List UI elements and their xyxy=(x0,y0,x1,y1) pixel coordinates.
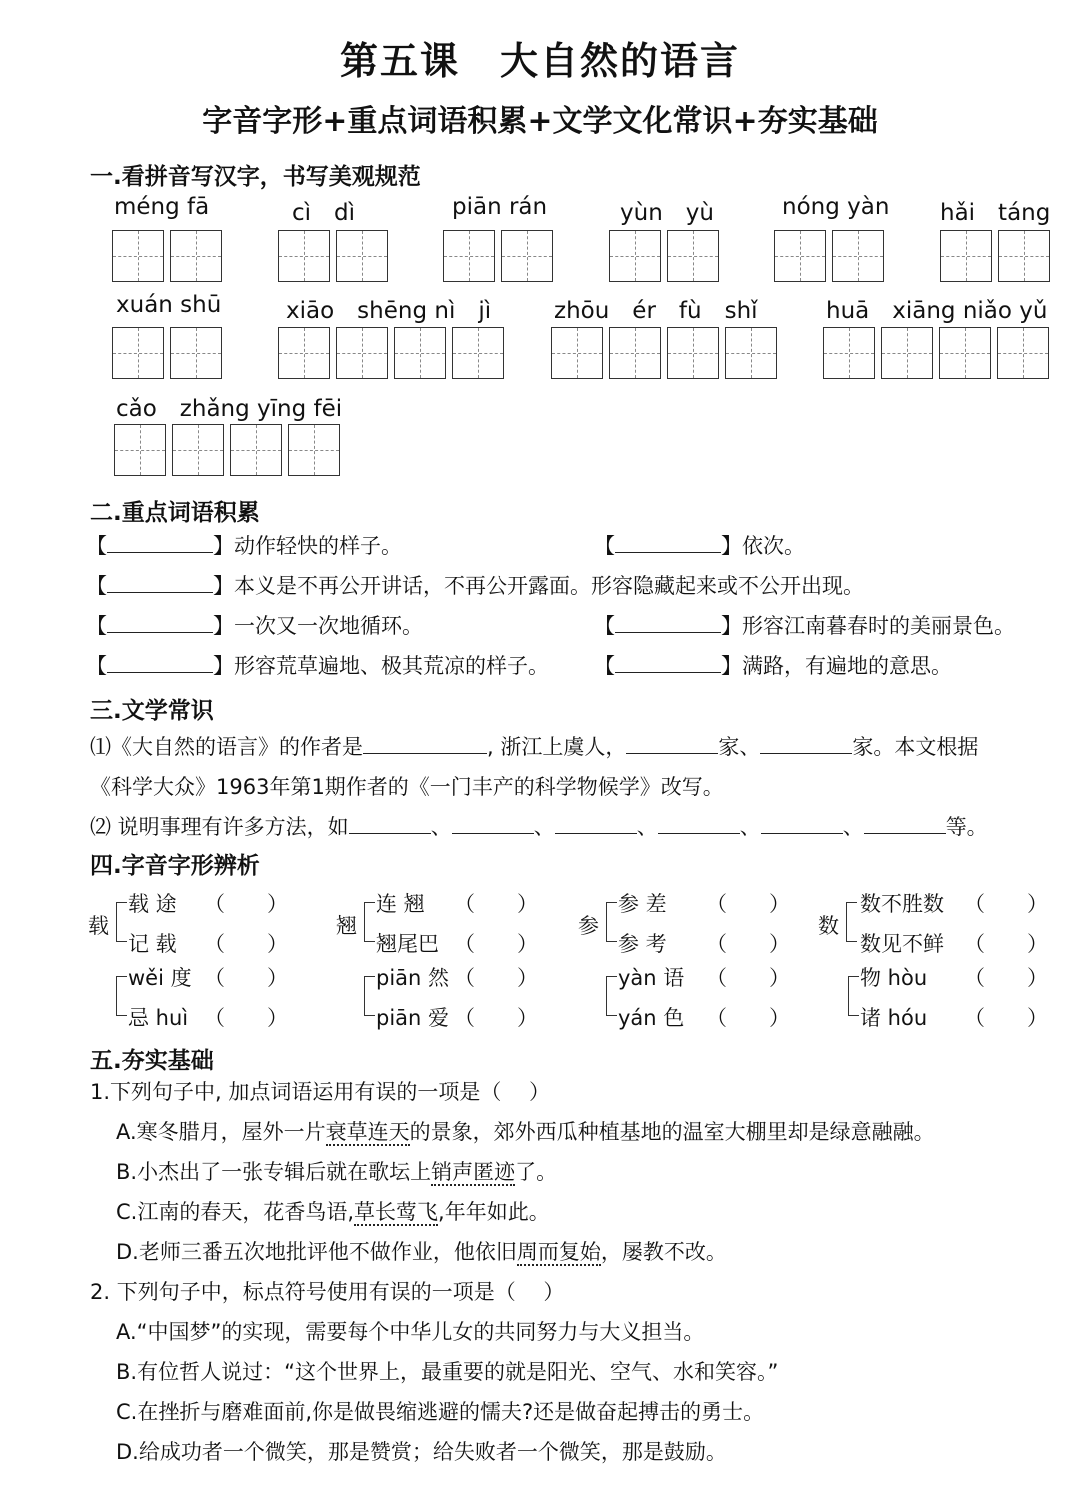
answer-blank[interactable] xyxy=(615,532,721,553)
polyphone-head: 翘 xyxy=(336,914,357,938)
writing-box[interactable] xyxy=(112,230,164,282)
answer-blank[interactable] xyxy=(107,652,213,673)
writing-box[interactable] xyxy=(939,327,991,379)
answer-blank[interactable] xyxy=(626,733,718,754)
literature-q2: ⑵ 说明事理有许多方法，如 、 、 、 、 、 等。 xyxy=(90,815,988,839)
answer-paren[interactable]: （ ） xyxy=(706,892,790,916)
answer-blank[interactable] xyxy=(107,612,213,633)
pinyin-label: xiāo shēng nì jì xyxy=(286,298,492,324)
answer-paren[interactable]: （ ） xyxy=(454,892,538,916)
writing-box[interactable] xyxy=(551,327,603,379)
pinyin-word: piān 然 xyxy=(376,966,450,990)
writing-box[interactable] xyxy=(288,424,340,476)
bracket xyxy=(606,976,617,1016)
writing-box[interactable] xyxy=(170,230,222,282)
writing-box[interactable] xyxy=(998,230,1050,282)
polyphone-word: 连 翘 xyxy=(376,892,425,916)
pinyin-label: piān rán xyxy=(452,194,548,220)
answer-paren[interactable]: （ ） xyxy=(454,966,538,990)
answer-paren[interactable]: （ ） xyxy=(706,932,790,956)
option-c[interactable]: C.在挫折与磨难面前,你是做畏缩逃避的懦夫?还是做奋起搏击的勇士。 xyxy=(116,1400,765,1424)
option-d[interactable]: D.给成功者一个微笑，那是赞赏；给失败者一个微笑，那是鼓励。 xyxy=(116,1440,727,1464)
polyphone-head: 参 xyxy=(578,914,599,938)
polyphone-word: 记 载 xyxy=(128,932,177,956)
writing-box[interactable] xyxy=(394,327,446,379)
polyphone-word: 载 途 xyxy=(128,892,177,916)
writing-box[interactable] xyxy=(832,230,884,282)
pinyin-word: 忌 huì xyxy=(128,1006,189,1030)
option-d[interactable]: D.老师三番五次地批评他不做作业，他依旧周而复始，屡教不改。 xyxy=(116,1240,727,1264)
pinyin-word: 物 hòu xyxy=(860,966,928,990)
pinyin-word: 诸 hóu xyxy=(860,1006,928,1030)
pinyin-label: cǎo zhǎng yīng fēi xyxy=(116,396,343,422)
writing-box[interactable] xyxy=(667,327,719,379)
answer-paren[interactable]: （ ） xyxy=(204,932,288,956)
section-1-heading: 一.看拼音写汉字，书写美观规范 xyxy=(90,164,421,190)
answer-paren[interactable]: （ ） xyxy=(706,1006,790,1030)
bracket xyxy=(116,902,127,942)
writing-box[interactable] xyxy=(230,424,282,476)
page-title: 第五课 大自然的语言 xyxy=(339,39,740,83)
polyphone-head: 数 xyxy=(818,914,839,938)
pinyin-label: zhōu ér fù shǐ xyxy=(554,298,758,324)
writing-box[interactable] xyxy=(774,230,826,282)
answer-blank[interactable] xyxy=(658,813,740,834)
bracket xyxy=(848,976,859,1016)
pinyin-label: hǎi táng xyxy=(940,200,1051,226)
writing-box[interactable] xyxy=(278,230,330,282)
polyphone-word: 数见不鲜 xyxy=(860,932,944,956)
answer-blank[interactable] xyxy=(615,612,721,633)
answer-paren[interactable]: （ ） xyxy=(964,892,1048,916)
pinyin-label: cì dì xyxy=(292,200,356,226)
pinyin-label: nóng yàn xyxy=(782,194,890,220)
answer-paren[interactable]: （ ） xyxy=(706,966,790,990)
answer-blank[interactable] xyxy=(761,813,843,834)
writing-box[interactable] xyxy=(278,327,330,379)
question-2: 2. 下列句子中，标点符号使用有误的一项是（ ） xyxy=(90,1280,565,1304)
writing-box[interactable] xyxy=(667,230,719,282)
section-3-heading: 三.文学常识 xyxy=(90,698,214,724)
pinyin-label: huā xiāng niǎo yǔ xyxy=(826,298,1048,324)
question-1: 1.下列句子中, 加点词语运用有误的一项是（ ） xyxy=(90,1080,551,1104)
writing-box[interactable] xyxy=(112,327,164,379)
page-subtitle: 字音字形+重点词语积累+文学文化常识+夯实基础 xyxy=(202,104,878,139)
vocab-item: 【 】形容荒草遍地、极其荒凉的样子。 xyxy=(86,654,549,678)
answer-blank[interactable] xyxy=(107,572,213,593)
polyphone-head: 载 xyxy=(88,914,109,938)
answer-paren[interactable]: （ ） xyxy=(454,1006,538,1030)
answer-paren[interactable]: （ ） xyxy=(204,966,288,990)
pinyin-label: méng fā xyxy=(114,194,210,220)
writing-box[interactable] xyxy=(452,327,504,379)
bracket xyxy=(364,902,375,942)
vocab-item: 【 】满路，有遍地的意思。 xyxy=(594,654,952,678)
writing-box[interactable] xyxy=(336,327,388,379)
answer-paren[interactable]: （ ） xyxy=(454,932,538,956)
writing-box[interactable] xyxy=(114,424,166,476)
writing-box[interactable] xyxy=(940,230,992,282)
section-5-heading: 五.夯实基础 xyxy=(90,1048,214,1074)
writing-box[interactable] xyxy=(997,327,1049,379)
answer-blank[interactable] xyxy=(864,813,946,834)
literature-q1: ⑴《大自然的语言》的作者是 , 浙江上虞人， 家、 家。本文根据 xyxy=(90,735,979,759)
section-2-heading: 二.重点词语积累 xyxy=(90,500,260,526)
answer-blank[interactable] xyxy=(760,733,852,754)
writing-box[interactable] xyxy=(336,230,388,282)
bracket xyxy=(846,902,857,942)
writing-box[interactable] xyxy=(609,327,661,379)
answer-paren[interactable]: （ ） xyxy=(204,892,288,916)
pinyin-word: yán 色 xyxy=(618,1006,685,1030)
answer-paren[interactable]: （ ） xyxy=(964,966,1048,990)
answer-paren[interactable]: （ ） xyxy=(964,932,1048,956)
answer-blank[interactable] xyxy=(452,813,534,834)
vocab-item: 【 】依次。 xyxy=(594,534,805,558)
option-b[interactable]: B.小杰出了一张专辑后就在歌坛上销声匿迹了。 xyxy=(116,1160,558,1184)
writing-box[interactable] xyxy=(881,327,933,379)
answer-paren[interactable]: （ ） xyxy=(964,1006,1048,1030)
writing-box[interactable] xyxy=(725,327,777,379)
writing-box[interactable] xyxy=(501,230,553,282)
polyphone-word: 数不胜数 xyxy=(860,892,944,916)
pinyin-label: yùn yù xyxy=(620,200,714,226)
option-a[interactable]: A.寒冬腊月，屋外一片衰草连天的景象，郊外西瓜种植基地的温室大棚里却是绿意融融。 xyxy=(116,1120,935,1144)
answer-blank[interactable] xyxy=(555,813,637,834)
answer-blank[interactable] xyxy=(363,733,487,754)
vocab-item: 【 】动作轻快的样子。 xyxy=(86,534,402,558)
answer-paren[interactable]: （ ） xyxy=(204,1006,288,1030)
answer-blank[interactable] xyxy=(107,532,213,553)
pinyin-word: wěi 度 xyxy=(128,966,192,990)
answer-blank[interactable] xyxy=(615,652,721,673)
writing-box[interactable] xyxy=(609,230,661,282)
writing-box[interactable] xyxy=(170,327,222,379)
option-b[interactable]: B.有位哲人说过：“这个世界上，最重要的就是阳光、空气、水和笑容。” xyxy=(116,1360,779,1384)
bracket xyxy=(116,976,127,1016)
vocab-item: 【 】形容江南暮春时的美丽景色。 xyxy=(594,614,1015,638)
literature-q1-line2: 《科学大众》1963年第1期作者的《一门丰产的科学物候学》改写。 xyxy=(90,775,724,799)
pinyin-word: piān 爱 xyxy=(376,1006,450,1030)
bracket xyxy=(364,976,375,1016)
polyphone-word: 翘尾巴 xyxy=(376,932,439,956)
option-a[interactable]: A.“中国梦”的实现，需要每个中华儿女的共同努力与大义担当。 xyxy=(116,1320,705,1344)
pinyin-label: xuán shū xyxy=(116,292,222,318)
vocab-item: 【 】本义是不再公开讲话，不再公开露面。形容隐藏起来或不公开出现。 xyxy=(86,574,864,598)
writing-box[interactable] xyxy=(443,230,495,282)
polyphone-word: 参 差 xyxy=(618,892,667,916)
writing-box[interactable] xyxy=(172,424,224,476)
section-4-heading: 四.字音字形辨析 xyxy=(90,853,260,879)
polyphone-word: 参 考 xyxy=(618,932,667,956)
pinyin-word: yàn 语 xyxy=(618,966,685,990)
answer-blank[interactable] xyxy=(349,813,431,834)
bracket xyxy=(606,902,617,942)
option-c[interactable]: C.江南的春天，花香鸟语,草长莺飞,年年如此。 xyxy=(116,1200,550,1224)
vocab-item: 【 】一次又一次地循环。 xyxy=(86,614,423,638)
writing-box[interactable] xyxy=(823,327,875,379)
